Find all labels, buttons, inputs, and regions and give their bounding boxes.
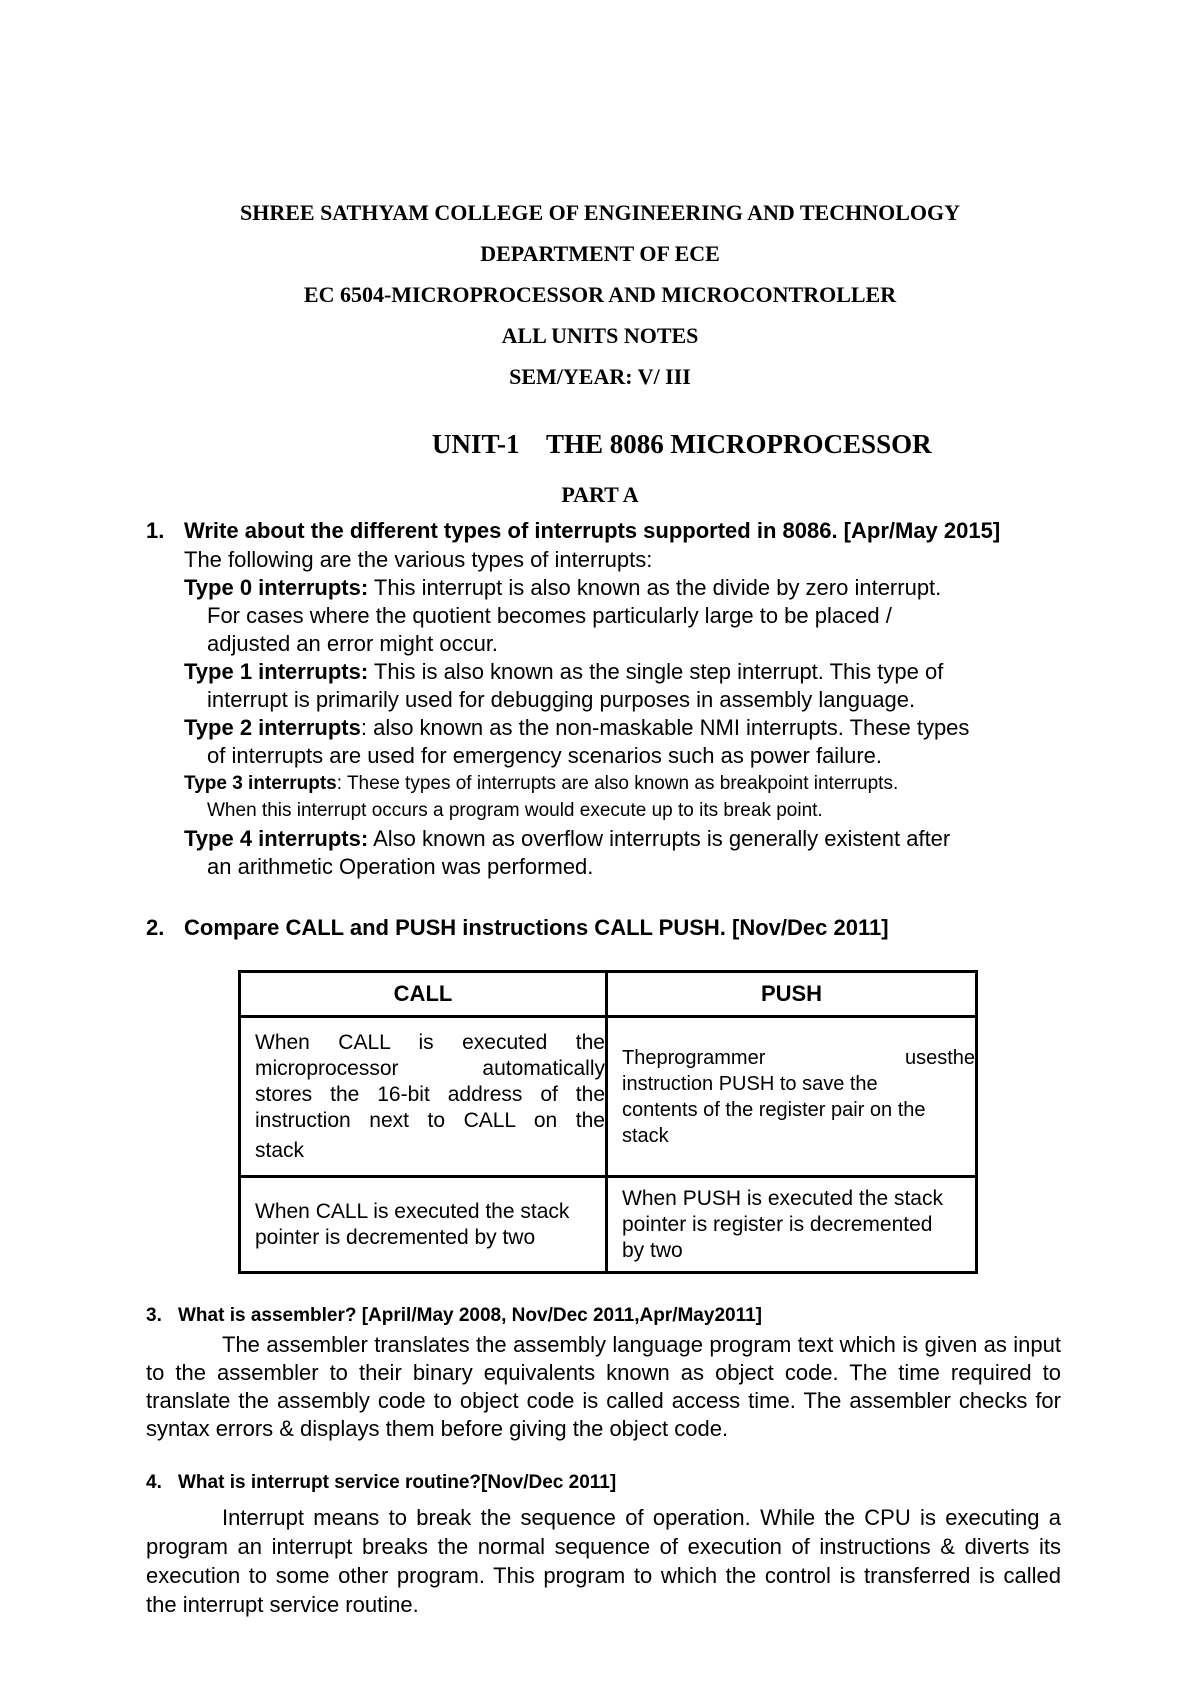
type3-line2: When this interrupt occurs a program would execute up to its break point. <box>207 800 823 821</box>
part-title: PART A <box>561 482 639 507</box>
cell-line: stack <box>255 1138 305 1162</box>
q1-question: Write about the different types of interrupts supported in 8086. [Apr/May 2015] <box>184 518 1001 543</box>
q1-intro: The following are the various types of interrupts: <box>184 547 653 572</box>
table-cell-push-1 <box>607 1017 977 1177</box>
q4-number: 4. <box>146 1472 162 1493</box>
cell-line: When PUSH is executed the stack <box>622 1186 943 1210</box>
sem-year: SEM/YEAR: V/ III <box>509 364 691 389</box>
call-push-table <box>238 970 978 1274</box>
cell-line: instruction PUSH to save the <box>622 1072 878 1095</box>
table-row <box>240 1177 977 1273</box>
q2-question: Compare CALL and PUSH instructions CALL PUSH. [Nov/Dec 2011] <box>184 915 889 940</box>
table-header-push: PUSH <box>607 972 977 1017</box>
notes-title: ALL UNITS NOTES <box>501 323 699 348</box>
q4-answer: Interrupt means to break the sequence of operation. While the CPU is executing a program an interrupt breaks the normal sequence of execution of instructions & diverts its execution to some other program. This program to which the control is transferred is called the interrupt service routine. <box>146 1505 1061 1617</box>
cell-line: instruction next to CALL on the <box>255 1108 605 1132</box>
q1-number: 1. <box>146 518 165 543</box>
type2-label: Type 2 interrupts <box>184 715 361 740</box>
table-cell-call-2 <box>240 1177 607 1273</box>
q2-number: 2. <box>146 915 165 940</box>
cell-line: stores the 16-bit address of the <box>255 1082 605 1106</box>
type0-label: Type 0 interrupts: <box>184 575 369 600</box>
type1-text1: This is also known as the single step interrupt. This type of <box>368 659 944 684</box>
type2-line2: of interrupts are used for emergency scenarios such as power failure. <box>207 743 882 768</box>
cell-line: pointer is register is decremented <box>622 1212 933 1236</box>
unit-title: UNIT-1 THE 8086 MICROPROCESSOR <box>432 429 932 459</box>
cell-line: contents of the register pair on the <box>622 1098 926 1121</box>
type0-line2: For cases where the quotient becomes particularly large to be placed / <box>207 603 892 628</box>
type0-line3: adjusted an error might occur. <box>207 631 499 656</box>
q3-question: What is assembler? [April/May 2008, Nov/Dec 2011,Apr/May2011] <box>178 1305 762 1326</box>
type4-line2: an arithmetic Operation was performed. <box>207 854 594 879</box>
q4-question: What is interrupt service routine?[Nov/Dec 2011] <box>178 1472 617 1493</box>
type3-line1 <box>184 771 898 797</box>
table-header-row <box>240 972 977 1017</box>
department-name: DEPARTMENT OF ECE <box>480 241 720 266</box>
q3-answer: The assembler translates the assembly language program text which is given as input to the assembler to their binary equivalents known as object code. The time required to translate the assembly code to object code is called access time. The assembler checks for syntax errors & displays them before giving the object code. <box>146 1332 1061 1441</box>
cell-line: stack <box>622 1124 669 1147</box>
type2-line1 <box>184 715 969 741</box>
type1-line2: interrupt is primarily used for debugging purposes in assembly language. <box>207 687 916 712</box>
type3-label: Type 3 interrupts <box>184 773 337 794</box>
table-cell-push-2 <box>607 1177 977 1273</box>
type1-line1 <box>184 659 943 685</box>
type4-text1: Also known as overflow interrupts is generally existent after <box>368 826 951 851</box>
type2-text1: : also known as the non-maskable NMI interrupts. These types <box>360 715 970 740</box>
course-title: EC 6504-MICROPROCESSOR AND MICROCONTROLLER <box>303 282 897 307</box>
cell-line: by two <box>622 1238 683 1262</box>
cell-line: Theprogrammer usesthe <box>622 1046 975 1069</box>
cell-line: microprocessor automatically <box>255 1056 605 1080</box>
cell-line: When CALL is executed the <box>255 1030 605 1054</box>
type0-text1: This interrupt is also known as the divide by zero interrupt. <box>368 575 942 600</box>
cell-line: pointer is decremented by two <box>255 1225 536 1249</box>
type4-label: Type 4 interrupts: <box>184 826 369 851</box>
type3-text1: : These types of interrupts are also known as breakpoint interrupts. <box>336 773 899 794</box>
college-name: SHREE SATHYAM COLLEGE OF ENGINEERING AND TECHNOLOGY <box>239 200 961 225</box>
type0-line1 <box>184 575 941 601</box>
q3-number: 3. <box>146 1305 162 1326</box>
table-header-call: CALL <box>240 972 607 1017</box>
cell-line: When CALL is executed the stack <box>255 1199 570 1223</box>
table-row <box>240 1017 977 1177</box>
table-cell-call-1 <box>240 1017 607 1177</box>
type4-line1 <box>184 826 950 852</box>
type1-label: Type 1 interrupts: <box>184 659 369 684</box>
